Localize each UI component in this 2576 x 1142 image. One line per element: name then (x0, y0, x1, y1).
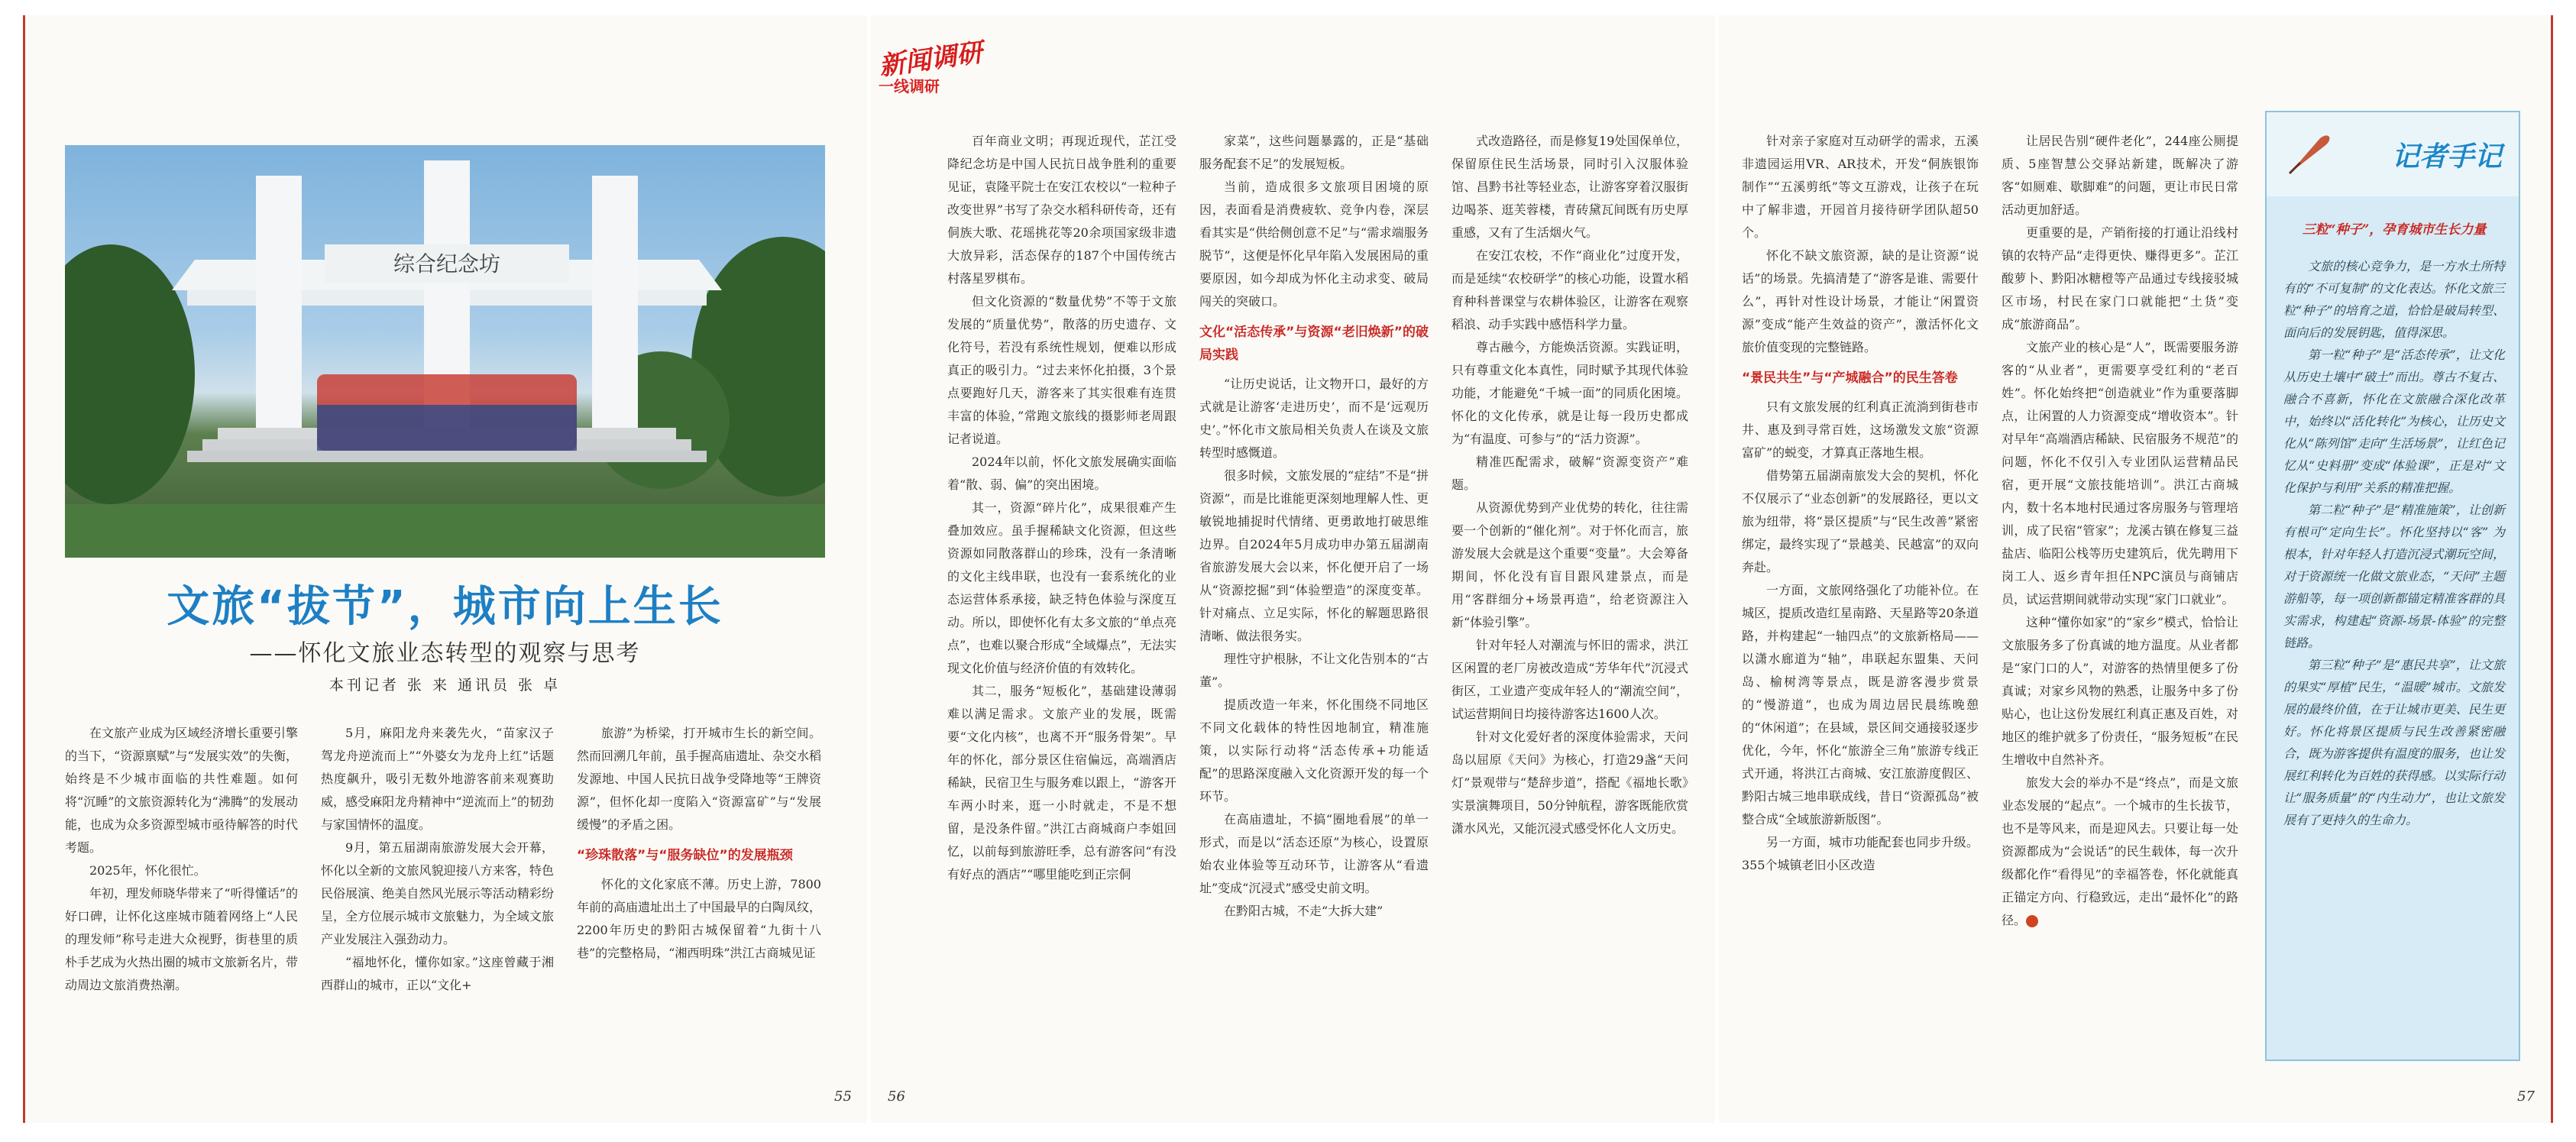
paragraph: 一方面，文旅网络强化了功能补位。在城区，提质改造红星南路、天星路等20条道路，并构建起“一轴四点”的文旅新格局——以潇水廊道为“轴”，串联起东盟集、天问岛、榆树湾等景点，既是游客漫步赏景的“慢游道”，也成为周边居民晨练晚憩的“休闲道”；在县域，景区间交通接驳逐步优化，今年，怀化“旅游全三角”旅游专线正式开通，将洪江古商城、安江旅游度假区、黔阳古城三地串联成线，昔日“资源孤岛”被整合成“全域旅游新版图”。 (1742, 583, 1979, 827)
paragraph: 怀化的文化家底不薄。历史上游，7800年前的高庙遗址出土了中国最早的白陶凤纹，2200年历史的黔阳古城保留着“九街十八巷”的完整格局，“湘西明珠”洪江古商城见证 (577, 877, 821, 960)
page-edge-rule (23, 15, 25, 1123)
page-57 (1719, 15, 2553, 1123)
section-heading: “珍珠散落”与“服务缺位”的发展瓶颈 (577, 848, 793, 863)
paragraph: 在安江农校，不作“商业化”过度开发，而是延续“农校研学”的核心功能，设置水稻育种科普课堂与农耕体验区，让游客在观察稻浪、动手实践中感悟科学力量。 (1451, 248, 1688, 332)
arch-pillar-1 (256, 176, 302, 428)
steps-3 (187, 451, 707, 462)
paragraph: 2025年，怀化很忙。 (89, 863, 206, 878)
sidebar-paragraph: 第三粒“种子”是“惠民共享”，让文旅的果实“厚植”民生，“温暖”城市。文旅发展的最终价值，在于让城市更美、民生更好。怀化将景区提质与民生改善紧密融合，既为游客提供有温度的服务，也让发展红利转化为百姓的获得感。以实际行动让“服务质量”的“内生动力”，也让文旅发展有了更持久的生命力。 (2283, 658, 2505, 827)
quill-pen-icon (2282, 128, 2335, 181)
paragraph: 精准匹配需求，破解“资源变资产”难题。 (1451, 455, 1688, 492)
sidebar-title: 记者手记 (2391, 141, 2502, 173)
reporter-notes-sidebar (2265, 111, 2520, 1061)
paragraph: 更重要的是，产销衔接的打通让沿线村镇的农特产品“走得更快、赚得更多”。芷江酸萝卜、黔阳冰糖橙等产品通过专线接驳城区市场，村民在家门口就能把“土货”变成“旅游商品”。 (2002, 225, 2238, 332)
page-edge-rule (2551, 15, 2553, 1123)
paragraph: 从资源优势到产业优势的转化，往往需要一个创新的“催化剂”。对于怀化而言，旅游发展大会就是这个重要“变量”。大会筹备期间，怀化没有盲目跟风建景点，而是用“客群细分+场景再造”，给老资源注入新“体验引擎”。 (1451, 500, 1688, 629)
section-logo (877, 37, 985, 96)
memorial-arch-photo (65, 145, 825, 558)
page-number-middle: 56 (888, 1089, 905, 1105)
article-subhead: ——怀化文旅业态转型的观察与思考 (249, 640, 641, 667)
paragraph: 2024年以前，怀化文旅发展确实面临着“散、弱、偏”的突出困境。 (947, 455, 1176, 492)
sidebar-body (2283, 204, 2505, 831)
p55-column-2 (321, 722, 554, 1081)
page-number-left: 55 (834, 1089, 852, 1105)
logo-tag: 一线调研 (879, 77, 940, 95)
paragraph: “福地怀化，懂你如家。”这座曾藏于湘西群山的城市，正以“文化+ (321, 955, 554, 992)
paragraph: 针对亲子家庭对互动研学的需求，五溪非遗园运用VR、AR技术，开发“侗族银饰制作”“五溪剪纸”等文互游戏，让孩子在玩中了解非遗，开园首月接待研学团队超50个。 (1742, 134, 1979, 240)
paragraph: 怀化不缺文旅资源，缺的是让资源“说话”的场景。先搞清楚了“游客是谁、需要什么”，再针对性设计场景，才能让“闲置资源”变成“能产生效益的资产”，激活怀化文旅价值变现的完整链路。 (1742, 248, 1979, 354)
paragraph: 百年商业文明；再现近现代，芷江受降纪念坊是中国人民抗日战争胜利的重要见证，袁隆平院士在安江农校以“一粒种子改变世界”书写了杂交水稻科研传奇，还有侗族大歌、花瑶挑花等20余项国家级非遗大放异彩，活态保存的187个中国传统古村落星罗棋布。 (947, 134, 1176, 286)
paragraph: 5月，麻阳龙舟来袭先火，“苗家汉子驾龙舟逆流而上”“外婆女为龙舟上红”话题热度飙升，吸引无数外地游客前来观赛助威，感受麻阳龙舟精神中“逆流而上”的韧劲与家国情怀的温度。 (321, 726, 554, 832)
paragraph: 旅发大会的举办不是“终点”，而是文旅业态发展的“起点”。一个城市的生长拔节，也不是等风来，而是迎风去。只要让每一处资源都成为“会说话”的民生载体，每一次升级都化作“看得见”的幸福答卷，怀化就能真正锚定方向、行稳致远，走出“最怀化”的路径。 (2002, 775, 2238, 927)
section-heading: “景民共生”与“产城融合”的民生答卷 (1742, 370, 1958, 386)
article-headline: 文旅“拔节”，城市向上生长 (167, 582, 723, 632)
sidebar-paragraph: 第二粒“种子”是“精准施策”，让创新有根可“定向生长”。怀化坚持以“客” 为根本，针对年轻人打造沉浸式潮玩空间，对于资源统一化做文旅业态，“天问”主题游船等，每一项创新都锚定精准客群的具实需求，构建起“资源-场景-体验”的完整链路。 (2283, 503, 2505, 650)
paragraph: 式改造路径，而是修复19处国保单位，保留原住民生活场景，同时引入汉服体验馆、昌黔书社等轻业态，让游客穿着汉服街边喝茶、逛芙蓉楼，青砖黛瓦间既有历史厚重感，又有了生活烟火气。 (1451, 134, 1688, 240)
sidebar-paragraph: 第一粒“种子”是“活态传承”，让文化从历史土壤中“破土”而出。尊古不复古、融合不喜新，怀化在文旅融合深化改革中，始终以“活化转化”为核心，让历史文化从“陈列馆”走向“生活场景”，让红色记忆从“史料册”变成“体验课”，正是对“文化保护与利用”关系的精准把握。 (2283, 348, 2505, 495)
paragraph: 尊古融今，方能焕活资源。实践证明，只有尊重文化本真性，同时赋予其现代体验功能，才能避免“千城一面”的同质化困境。怀化的文化传承，就是让每一段历史都成为“有温度、可参与”的“活力资源”。 (1451, 340, 1688, 446)
paragraph: 年初，理发师晓华带来了“听得懂话”的好口碑，让怀化这座城市随着网络上“人民的理发师”称号走进大众视野，街巷里的质朴手艺成为火热出圈的城市文旅新名片，带动周边文旅消费热潮。 (65, 886, 298, 992)
student-group-uniform (317, 405, 577, 451)
page-56 (871, 15, 1715, 1123)
tree-left (65, 244, 195, 504)
paragraph: 文旅产业的核心是“人”，既需要服务游客的“从业者”，更需要享受红利的“老百姓”。怀化始终把“创造就业”作为重要落脚点，让闲置的人力资源变成“增收资本”。针对早年“高端酒店稀缺、民宿服务不规范”的问题，怀化不仅引入专业团队运营精品民宿，更开展“文旅技能培训”。洪江古商城内，数十名本地村民通过客房服务与管理培训，成了民宿“管家”；龙溪古镇在修复三益盐店、临阳公栈等历史建筑后，优先聘用下岗工人、返乡青年担任NPC演员与商铺店员，试运营期间就带动实现“家门口就业”。 (2002, 340, 2238, 607)
hedge (65, 504, 825, 558)
arch-pillar-3 (592, 176, 638, 428)
paragraph: 针对文化爱好者的深度体验需求，天问岛以屈原《天问》为核心，打造29盏“天问灯”景观带与“楚辞步道”，搭配《福地长歌》实景演舞项目，50分钟航程，游客既能欣赏潇水风光，又能沉浸式感受怀化人文历史。 (1451, 730, 1688, 836)
article-byline: 本刊记者 张 来 通讯员 张 卓 (328, 677, 561, 694)
paragraph: 其一，资源“碎片化”，成果很难产生叠加效应。虽手握稀缺文化资源，但这些资源如同散落群山的珍珠，没有一条清晰的文化主线串联，也没有一套系统化的业态运营体系承接，缺乏特色体验与深度互动。所以，即使怀化有太多文旅的“单点亮点”，也难以聚合形成“全域爆点”，无法实现文化价值与经济价值的有效转化。 (947, 500, 1176, 675)
p56-column-1 (947, 130, 1176, 1054)
paragraph: 借势第五届湖南旅发大会的契机，怀化不仅展示了“业态创新”的发展路径，更以文旅为纽带，将“景区提质”与“民生改善”紧密绑定，最终实现了“景越美、民越富”的双向奔赴。 (1742, 468, 1979, 574)
section-heading: 文化“活态传承”与资源“老旧焕新”的破局实践 (1199, 325, 1429, 363)
sidebar-subheading: 三粒“种子”，孕育城市生长力量 (2302, 222, 2487, 238)
p56-column-3 (1451, 130, 1688, 1054)
paragraph: 只有文旅发展的红利真正流淌到街巷市井、惠及到寻常百姓，这场激发文旅“资源富矿”的蜕变，才算真正落地生根。 (1742, 400, 1979, 460)
p57-column-1 (1742, 130, 1979, 1054)
p56-column-2 (1199, 130, 1429, 1054)
p55-column-1 (65, 722, 298, 1081)
paragraph: 提质改造一年来，怀化围绕不同地区不同文化载体的特性因地制宜，精准施策，以实际行动将“活态传承+功能适配”的思路深度融入文化资源开发的每一个环节。 (1199, 697, 1429, 804)
paragraph: 让居民告别“硬件老化”，244座公厕提质、5座智慧公交驿站新建，既解决了游客“如厕难、歇脚难”的问题，更让市民日常活动更加舒适。 (2002, 134, 2238, 217)
page-55 (23, 15, 867, 1123)
paragraph: 旅游”为桥梁，打开城市生长的新空间。然而回溯几年前，虽手握高庙遗址、杂交水稻发源地、中国人民抗日战争受降地等“王牌资源”，但怀化却一度陷入“资源富矿”与“发展缓慢”的矛盾之困。 (577, 726, 821, 832)
arch-inscription: 综合纪念坊 (393, 251, 501, 277)
paragraph: 很多时候，文旅发展的“症结”不是“拼资源”，而是比谁能更深刻地理解人性、更敏锐地捕捉时代情绪、更勇敢地打破思维边界。自2024年5月成功申办第五届湖南省旅游发展大会以来，怀化便开启了一场从“资源挖掘”到“体验塑造”的深度变革。针对痛点、立足实际，怀化的解题思路很清晰、做法很务实。 (1199, 468, 1429, 643)
paragraph: 理性守护根脉，不让文化告别本的“古董”。 (1199, 652, 1429, 689)
paragraph: 在高庙遗址，不搞“圈地看展”的单一形式，而是以“活态还原”为核心，设置原始农业体验等互动环节，让游客从“看遗址”变成“沉浸式”感受史前文明。 (1199, 812, 1429, 895)
paragraph: 另一方面，城市功能配套也同步升级。355个城镇老旧小区改造 (1742, 835, 1979, 872)
paragraph: 但文化资源的“数量优势”不等于文旅发展的“质量优势”，散落的历史遗存、文化符号，若没有系统性规划，便难以形成真正的吸引力。“过去来怀化拍摄，3个景点要跑好几天，游客来了其实很难有连贯丰富的体验，”常跑文旅线的摄影师老周跟记者说道。 (947, 294, 1176, 446)
paragraph: 在文旅产业成为区域经济增长重要引擎的当下，“资源禀赋”与“发展实效”的失衡，始终是不少城市面临的共性难题。如何将“沉睡”的文旅资源转化为“沸腾”的发展动能，也成为众多资源型城市亟待解答的时代考题。 (65, 726, 298, 855)
sidebar-paragraph: 文旅的核心竞争力，是一方水土所特有的“不可复制”的文化表达。怀化文旅三粒“种子”的培育之道，恰恰是破局转型、面向后的发展钥匙，值得深思。 (2283, 259, 2505, 340)
logo-stamp: 新闻调研 (877, 37, 985, 82)
paragraph: 针对年轻人对潮流与怀旧的需求，洪江区闲置的老厂房被改造成“芳华年代”沉浸式街区，工业遗产变成年轻人的“潮流空间”，试运营期间日均接待游客达1600人次。 (1451, 638, 1688, 721)
paragraph: 当前，造成很多文旅项目困境的原因，表面看是消费疲软、竞争内卷，深层看其实是“供给侧创意不足”与“需求端服务脱节”，这便是怀化早年陷入发展困局的重要原因，如今却成为怀化主动求变、破局闯关的突破口。 (1199, 180, 1429, 309)
photo-illustration (65, 145, 825, 558)
paragraph: 家菜”，这些问题暴露的，正是“基础服务配套不足”的发展短板。 (1199, 134, 1429, 171)
sidebar-header (2267, 112, 2519, 196)
paragraph: 9月，第五届湖南旅游发展大会开幕，怀化以全新的文旅风貌迎接八方来客，特色民俗展演、绝美自然风光展示等活动精彩纷呈，全方位展示城市文旅魅力，为全域文旅产业发展注入强劲动力。 (321, 840, 554, 946)
p57-column-2 (2002, 130, 2238, 1054)
end-mark-icon (2026, 915, 2038, 927)
paragraph: 其二，服务“短板化”，基础建设薄弱难以满足需求。文旅产业的发展，既需要“文化内核”，也离不开“服务骨架”。早年的怀化，部分景区住宿偏远，高端酒店稀缺，民宿卫生与服务难以跟上，“游客开车两小时来，逛一小时就走，不是不想留，是没条件留。”洪江古商城商户李姐回忆，以前每到旅游旺季，总有游客问“有没有好点的酒店”“哪里能吃到正宗侗 (947, 684, 1176, 882)
page-number-right: 57 (2517, 1089, 2535, 1105)
paragraph: 在黔阳古城，不走“大拆大建” (1224, 904, 1383, 918)
p55-column-3 (577, 722, 821, 1081)
paragraph: 这种“懂你如家”的“家乡”模式，恰恰让文旅服务多了份真诚的地方温度。从业者都是“家门口的人”，对游客的热情里便多了份真诚；对家乡风物的熟悉，让服务中多了份贴心，也让这份发展红利真正惠及百姓，对地区的维护就多了份责任，“服务短板”在民生增收中自然补齐。 (2002, 615, 2238, 767)
paragraph: “让历史说话，让文物开口，最好的方式就是让游客‘走进历史’，而不是‘远观历史’。”怀化市文旅局相关负责人在谈及文旅转型时感慨道。 (1199, 377, 1429, 460)
